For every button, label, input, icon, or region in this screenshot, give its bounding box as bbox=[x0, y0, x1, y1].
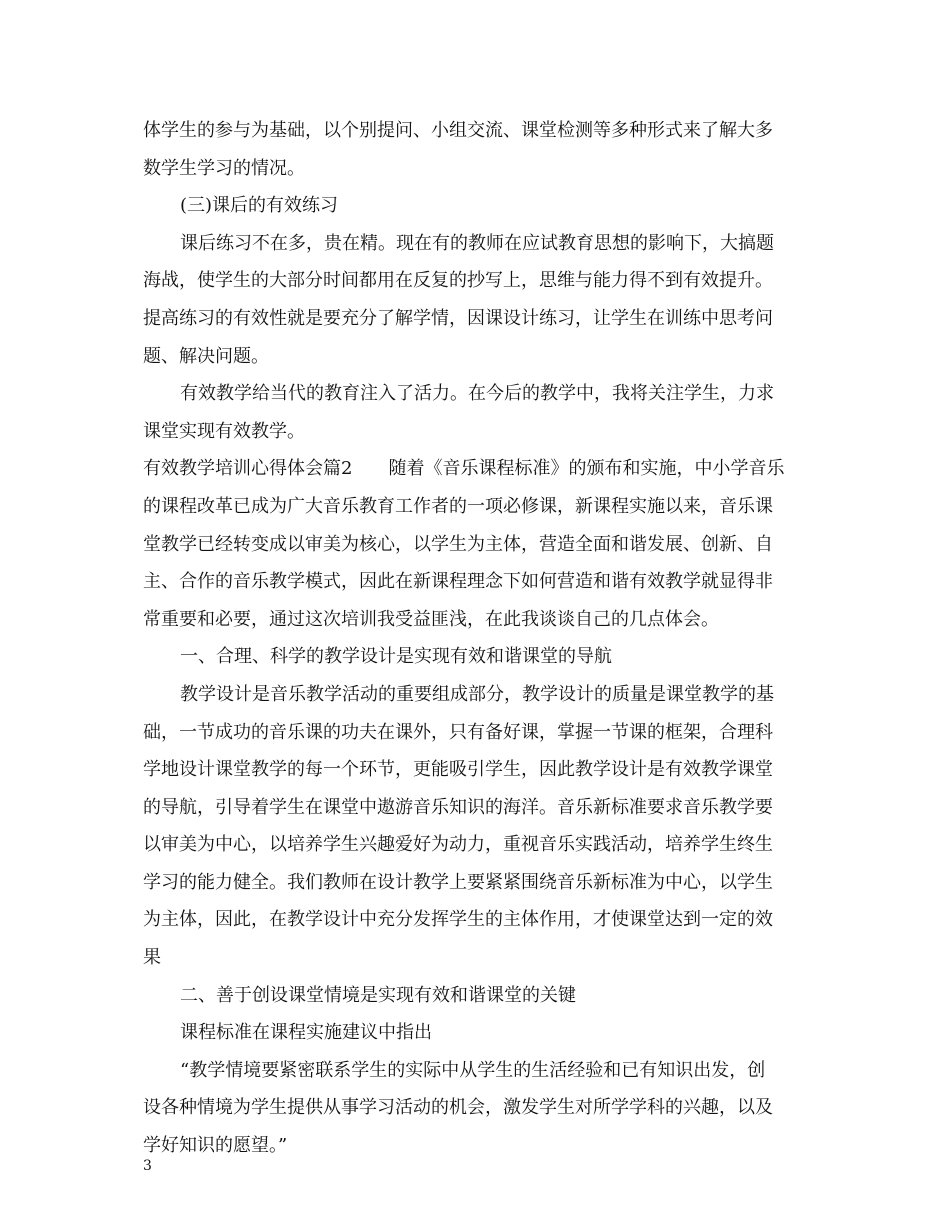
section-heading: (三)课后的有效练习 bbox=[180, 195, 339, 217]
text-line: 体学生的参与为基础，以个别提问、小组交流、课堂检测等多种形式来了解大多 bbox=[143, 120, 773, 141]
text-line: 教学设计是音乐教学活动的重要组成部分，教学设计的质量是课堂教学的基 bbox=[180, 683, 774, 705]
text-line: 课程标准在课程实施建议中指出 bbox=[180, 1022, 432, 1044]
text-line: 果 bbox=[143, 947, 161, 969]
article-title-line: 有效教学培训心得体会篇2 随着《音乐课程标准》的颁布和实施，中小学音乐 bbox=[143, 458, 785, 480]
page-number: 3 bbox=[143, 1158, 152, 1174]
quote-line: 设各种情境为学生提供从事学习活动的机会，激发学生对所学学科的兴趣，以及 bbox=[143, 1097, 773, 1119]
text-line: 的课程改革已成为广大音乐教育工作者的一项必修课，新课程实施以来，音乐课 bbox=[143, 495, 773, 517]
text-line: 堂教学已经转变成以审美为核心，以学生为主体，营造全面和谐发展、创新、自 bbox=[143, 533, 773, 555]
text-line: 数学生学习的情况。 bbox=[143, 157, 305, 179]
text-line: 础，一节成功的音乐课的功夫在课外，只有备好课，掌握一节课的框架，合理科 bbox=[143, 721, 773, 743]
text-line: 课堂实现有效教学。 bbox=[143, 420, 305, 442]
body-text bbox=[143, 112, 808, 1165]
text-line: 学习的能力健全。我们教师在设计教学上要紧紧围绕音乐新标准为中心，以学生 bbox=[143, 871, 773, 893]
text-line: 课后练习不在多，贵在精。现在有的教师在应试教育思想的影响下，大搞题 bbox=[180, 232, 774, 254]
text-line: 海战，使学生的大部分时间都用在反复的抄写上，思维与能力得不到有效提升。 bbox=[143, 270, 773, 292]
section-heading: 一、合理、科学的教学设计是实现有效和谐课堂的导航 bbox=[180, 646, 612, 668]
quote-line: 学好知识的愿望。” bbox=[143, 1135, 288, 1157]
text-line: 题、解决问题。 bbox=[143, 345, 269, 367]
text-line: 常重要和必要，通过这次培训我受益匪浅，在此我谈谈自己的几点体会。 bbox=[143, 608, 719, 630]
text-line: 的导航，引导着学生在课堂中遨游音乐知识的海洋。音乐新标准要求音乐教学要 bbox=[143, 796, 773, 818]
text-line: 提高练习的有效性就是要充分了解学情，因课设计练习，让学生在训练中思考问 bbox=[143, 307, 773, 329]
quote-line: “教学情境要紧密联系学生的实际中从学生的生活经验和已有知识出发，创 bbox=[180, 1059, 766, 1081]
text-line: 主、合作的音乐教学模式，因此在新课程理念下如何营造和谐有效教学就显得非 bbox=[143, 571, 773, 593]
section-heading: 二、善于创设课堂情境是实现有效和谐课堂的关键 bbox=[180, 984, 576, 1006]
text-line: 有效教学给当代的教育注入了活力。在今后的教学中，我将关注学生，力求 bbox=[180, 383, 774, 405]
text-line: 为主体，因此，在教学设计中充分发挥学生的主体作用，才使课堂达到一定的效 bbox=[143, 909, 773, 931]
text-line: 学地设计课堂教学的每一个环节，更能吸引学生，因此教学设计是有效教学课堂 bbox=[143, 759, 773, 781]
text-line: 以审美为中心，以培养学生兴趣爱好为动力，重视音乐实践活动，培养学生终生 bbox=[143, 834, 773, 856]
